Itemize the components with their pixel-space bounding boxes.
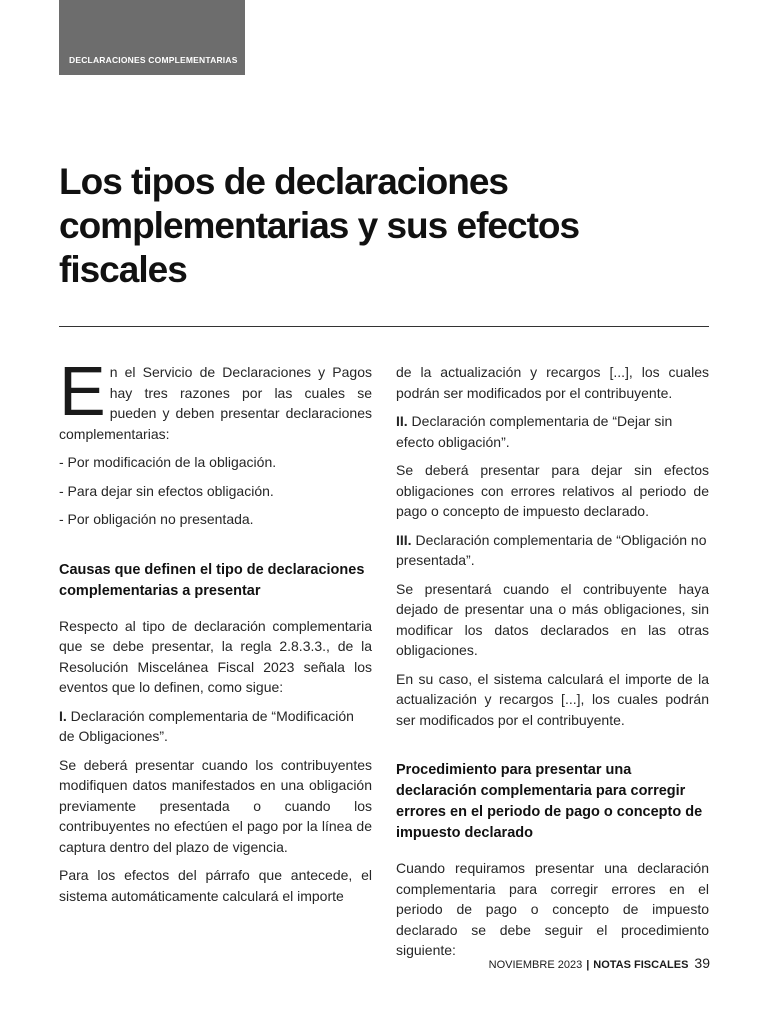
list-item-ii — [396, 411, 709, 452]
article-title: Los tipos de declaraciones complementarias y sus efectos fiscales — [59, 161, 580, 290]
footer-brand: NOTAS FISCALES — [593, 959, 689, 971]
drop-cap: E — [59, 352, 106, 430]
paragraph: En su caso, el sistema calculará el importe de la actualización y recargos [...], los cuales podrán ser modificados por el contribuyente. — [396, 670, 709, 728]
paragraph: Se presentará cuando el contribuyente haya dejado de presentar una o más obligaciones, sin modificar los datos declarados en las otras obligaciones. — [396, 580, 709, 658]
right-column — [396, 362, 709, 969]
list-number: II. — [396, 413, 408, 429]
paragraph: Se deberá presentar cuando los contribuyentes modifiquen datos manifestados en una obligación previamente presentada o cuando los contribuyentes no efectúen el pago por la línea de captura dentro del plazo de vigencia. — [59, 756, 372, 855]
list-number: I. — [59, 707, 67, 724]
bullet-item: - Por obligación no presentada. — [59, 511, 254, 527]
footer-date: NOVIEMBRE 2023 — [488, 959, 583, 971]
intro-text: n el Servicio de Declaraciones y Pagos hay tres razones por las cuales se pueden y deben presentar declaraciones complementarias: — [59, 364, 372, 442]
paragraph: Se deberá presentar para dejar sin efectos obligaciones con errores relativos al periodo de pago o concepto de impuesto declarado. — [396, 462, 709, 519]
list-item-i — [59, 706, 372, 747]
list-number: III. — [396, 531, 412, 548]
section-tab — [59, 0, 245, 75]
list-item-iii — [396, 530, 709, 571]
page-number: 39 — [694, 955, 710, 971]
section-label: DECLARACIONES COMPLEMENTARIAS — [69, 55, 238, 65]
paragraph: Para los efectos del párrafo que antecede, el sistema automáticamente calculará el importe — [59, 867, 372, 904]
section-heading-procedimiento: Procedimiento para presentar una declaración complementaria para corregir errores en el periodo de pago o concepto de impuesto declarado — [396, 762, 703, 841]
paragraph: Respecto al tipo de declaración complementaria que se debe presentar, la regla 2.8.3.3., de la Resolución Miscelánea Fiscal 2023 señala los eventos que lo definen, como sigue: — [59, 617, 372, 695]
paragraph: Cuando requiramos presentar una declaración complementaria para corregir errores en el periodo de pago o concepto de impuesto declarado se debe seguir el procedimiento siguiente: — [396, 860, 709, 958]
section-heading-causas: Causas que definen el tipo de declaraciones complementarias a presentar — [59, 561, 365, 599]
page-footer — [489, 955, 710, 971]
left-column — [59, 352, 372, 914]
list-text: Declaración complementaria de “Obligación no presentada”. — [396, 531, 707, 568]
title-divider — [59, 326, 709, 327]
intro-paragraph — [59, 352, 372, 444]
footer-separator: | — [586, 959, 590, 971]
list-text: Declaración complementaria de “Dejar sin efecto obligación”. — [396, 413, 673, 450]
list-text: Declaración complementaria de “Modificación de Obligaciones”. — [59, 707, 354, 744]
bullet-item: - Para dejar sin efectos obligación. — [59, 482, 274, 499]
bullet-item: - Por modificación de la obligación. — [59, 454, 277, 470]
paragraph: de la actualización y recargos [...], los cuales podrán ser modificados por el contribuyente. — [396, 364, 709, 401]
